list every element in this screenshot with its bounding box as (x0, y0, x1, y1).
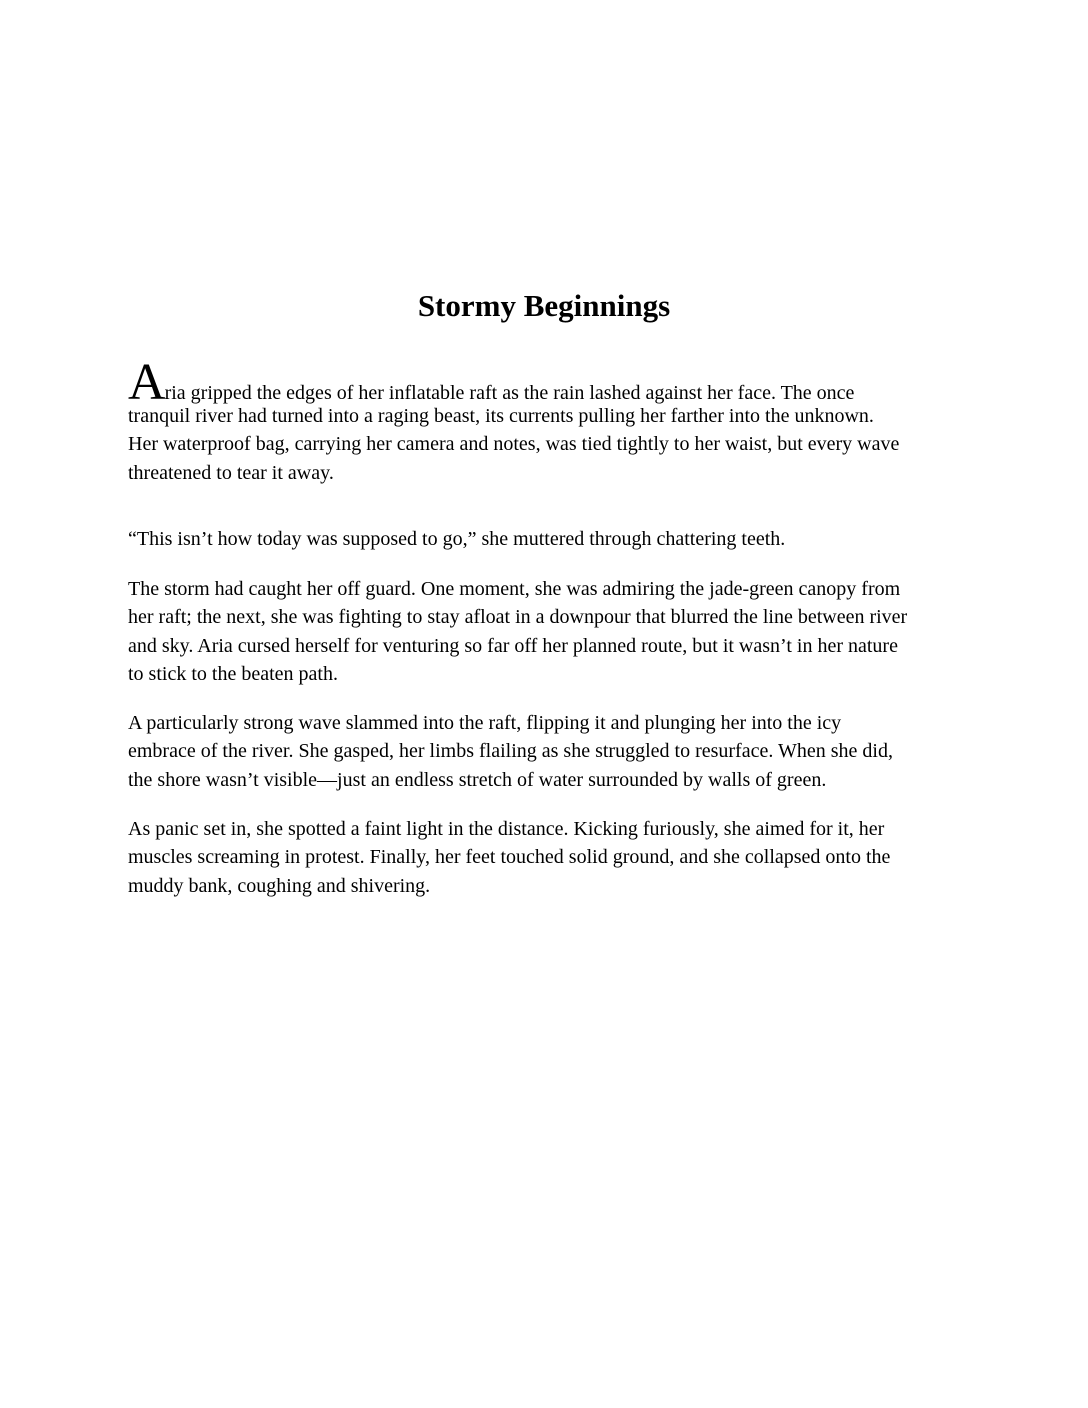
paragraph-line: As panic set in, she spotted a faint light in the distance. Kicking furiously, she aimed for it, her (128, 818, 885, 840)
paragraph-line: the shore wasn’t visible—just an endless stretch of water surrounded by walls of green. (128, 768, 827, 791)
paragraph-line: The storm had caught her off guard. One moment, she was admiring the jade-green canopy from (128, 578, 901, 600)
paragraph-line: threatened to tear it away. (128, 461, 334, 484)
paragraph-5 (128, 815, 968, 900)
drop-cap: A (128, 354, 166, 411)
paragraph-line: to stick to the beaten path. (128, 663, 338, 686)
chapter-title: Stormy Beginnings (417, 288, 671, 323)
paragraph-3 (128, 575, 968, 689)
paragraph-line: A particularly strong wave slammed into the raft, flipping it and plunging her into the icy (128, 712, 842, 734)
paragraph-4 (128, 709, 968, 794)
paragraph-line: muddy bank, coughing and shivering. (128, 874, 431, 897)
paragraph-line: embrace of the river. She gasped, her limbs flailing as she struggled to resurface. When she did, (128, 740, 893, 763)
paragraph-line: tranquil river had turned into a raging beast, its currents pulling her farther into the unknown. (128, 405, 874, 427)
paragraph-line: her raft; the next, she was fighting to stay afloat in a downpour that blurred the line between river (128, 606, 908, 629)
paragraph-first-line (128, 354, 968, 411)
paragraph-line: and sky. Aria cursed herself for venturing so far off her planned route, but it wasn’t in her nature (128, 634, 898, 657)
paragraph-line: Her waterproof bag, carrying her camera and notes, was tied tightly to her waist, but every wave (128, 433, 900, 456)
paragraph-line: ria gripped the edges of her inflatable raft as the rain lashed against her face. The once (164, 382, 855, 404)
paragraph-2 (128, 525, 968, 553)
paragraph-line: muscles screaming in protest. Finally, her feet touched solid ground, and she collapsed onto the (128, 846, 891, 869)
paragraph-line: “This isn’t how today was supposed to go,” she muttered through chattering teeth. (128, 528, 786, 550)
paragraph-1 (128, 354, 968, 487)
